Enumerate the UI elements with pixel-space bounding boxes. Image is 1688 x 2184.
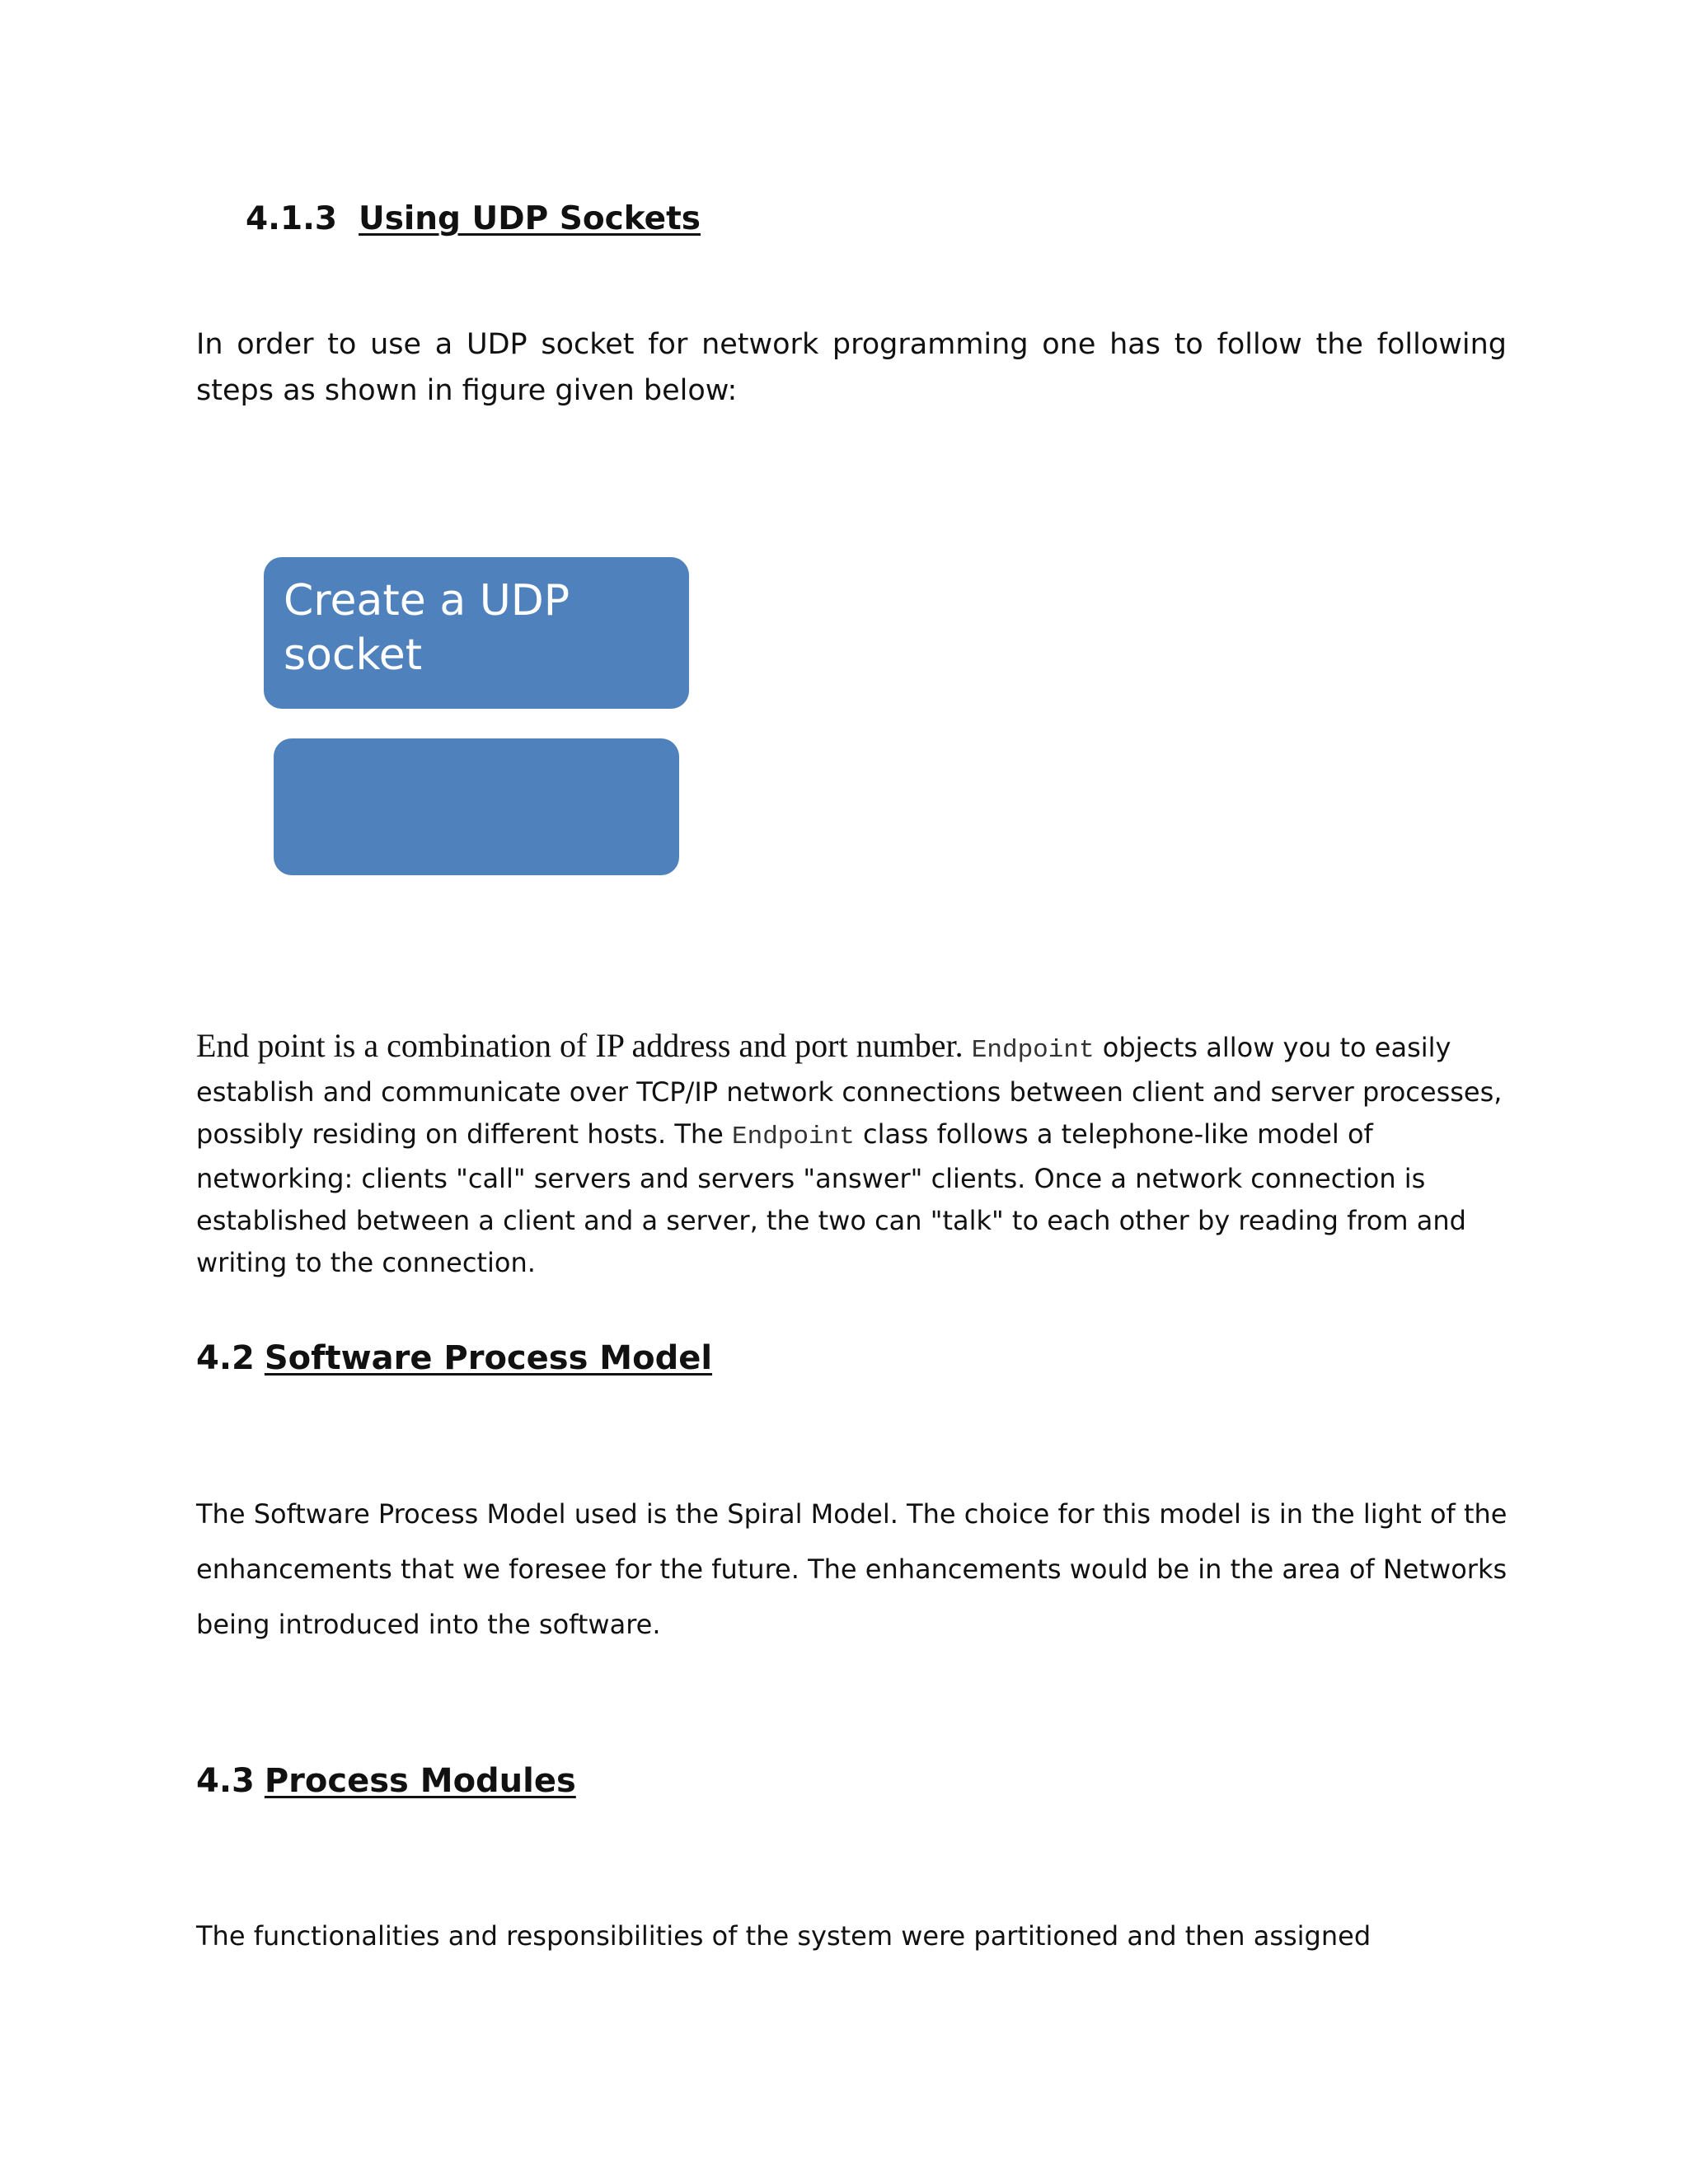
step-box-label (274, 738, 679, 755)
section-number: 4.1.3 (246, 200, 338, 237)
intro-paragraph: In order to use a UDP socket for network programming one has to follow the following steps as shown in figure given below: (196, 328, 1507, 407)
section-number: 4.3 (196, 1762, 255, 1800)
step-box-create-socket (264, 557, 689, 709)
code-endpoint: Endpoint (971, 1036, 1095, 1065)
process-modules-paragraph: The functionalities and responsibilities of the system were partitioned and then assigned (196, 1920, 1372, 1952)
section-heading-4-1-3 (246, 199, 701, 239)
section-number: 4.2 (196, 1339, 255, 1377)
section-title: Process Modules (264, 1762, 576, 1800)
section-title: Using UDP Sockets (359, 200, 701, 237)
section-title: Software Process Model (264, 1339, 713, 1377)
endpoint-text: class follows a telephone-like model of networking: clients "call" servers and servers "answer" clients. Once a network connection is established between a client and a server, the two can "talk" to each other by reading from and writing to the connection. (196, 1118, 1466, 1278)
udp-steps-diagram (264, 557, 692, 879)
code-endpoint: Endpoint (732, 1122, 855, 1151)
step-box-empty (274, 738, 679, 875)
section-heading-4-2 (196, 1338, 712, 1379)
endpoint-text: objects allow you to easily establish and communicate over TCP/IP network connections between client and server processes, possibly residing on different hosts. The (196, 1032, 1503, 1150)
endpoint-lead: End point is a combination of IP address and port number. (196, 1027, 964, 1064)
endpoint-paragraph (196, 1024, 1507, 1284)
spiral-model-paragraph: The Software Process Model used is the Spiral Model. The choice for this model is in the light of the enhancements that we foresee for the future. The enhancements would be in the area of Networks being introduced into the software. (196, 1498, 1507, 1640)
section-heading-4-3 (196, 1760, 576, 1802)
step-box-label: Create a UDP socket (284, 576, 570, 680)
